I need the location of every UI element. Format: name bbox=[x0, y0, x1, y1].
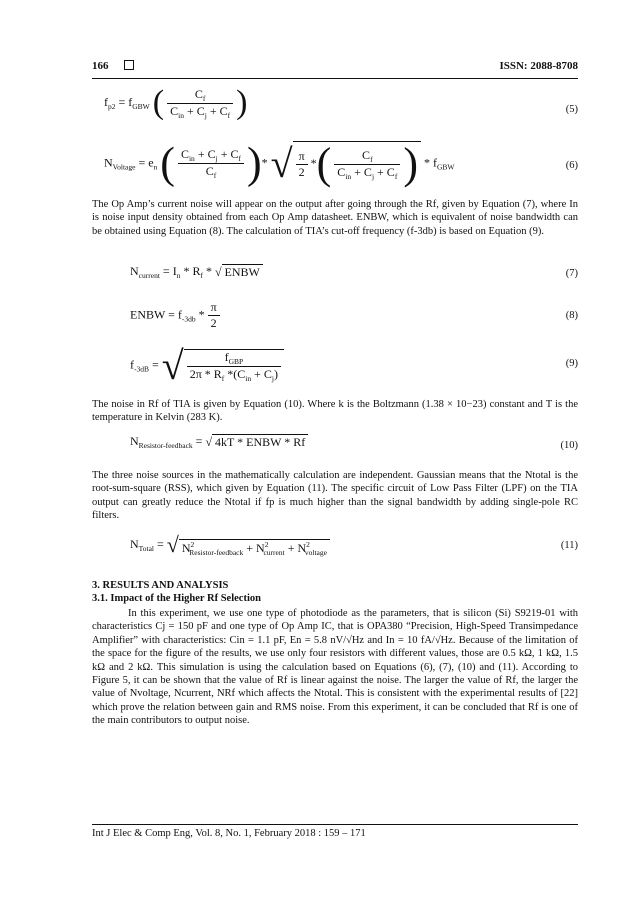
paragraph-4: In this experiment, we use one type of photodiode as the parameters, that is silicon (Si) S9219-01 with characteristics Cj = 150 pF and one type of Op Amp IC, that is OPA380 “Precision, High-Speed Transimpedance Amplifier” with characteristics: Cin = 1.1 pF, En = 5.8 nV/√Hz and In = 10 fA/√Hz. Because of the limitation of the space for the figure of the results, we use only four resistors with different values, those are 0.5 kΩ, 1 kΩ, 1.5 kΩ and 2 kΩ. This simulation is using the calculation based on Equations (6), (7), (10) and (11). According to Figure 5, it can be shown that the value of Rf is linear against the noise. The larger the value of Rf, the larger the value of Nvoltage, Ncurrent, NRf which affects the Ntotal. This is consistent with the experimental results of [22] which prove the relation between gain and RMS noise. From this experiment, it can be concluded that Rf is one of the main contributors to output noise. bbox=[92, 608, 578, 727]
paragraph-1: The Op Amp’s current noise will appear on the output after going through the Rf, given by Equation (7), where In is noise input density obtained from each Op Amp datasheet. ENBW, which is equivalent of noise bandwidth can be obtained using Equation (8). The calculation of TIA’s cut-off frequency (f-3db) is based on Equation (9). bbox=[92, 199, 578, 237]
header-rule bbox=[92, 78, 578, 79]
paragraph-2: The noise in Rf of TIA is given by Equation (10). Where k is the Boltzmann (1.38 × 10−23) constant and T is the temperature in Kelvin (283 K). bbox=[92, 399, 578, 424]
equation-11-number: (11) bbox=[560, 540, 578, 551]
footer-rule bbox=[92, 824, 578, 825]
equation-5: $f_{p2} = f_{GBW}$ ( $\frac{C_f}{C_{in} + C_j + C_f}$ ) bbox=[104, 84, 248, 121]
issn: ISSN: 2088-8708 bbox=[499, 60, 578, 72]
footer-citation: Int J Elec & Comp Eng, Vol. 8, No. 1, February 2018 : 159 – 171 bbox=[92, 828, 366, 839]
equation-9-number: (9) bbox=[565, 358, 578, 369]
equation-8: ENBW = $f_{-3db}$ * $\frac{\pi}{2}$ bbox=[130, 300, 220, 331]
equation-6: $N_{Voltage} = e_n$ ( $\frac{C_{in} + C_j + C_f}{C_f}$ )* √ $\frac{\pi}{2}$ *( $\frac{C_f}{C_{in} + C_j + C_f}$ ) * $f_{GBW}$ bbox=[104, 138, 455, 188]
equation-11: $N_{Total}$ = √ $N^2_{Resistor-feedback} + N^2_{current} + N^2_{voltage}$ bbox=[130, 532, 330, 558]
subsection-heading: 3.1. Impact of the Higher Rf Selection bbox=[92, 593, 261, 604]
equation-7-number: (7) bbox=[565, 268, 578, 279]
equation-5-number: (5) bbox=[565, 104, 578, 115]
equation-7: $N_{current} = I_n * R_f$ * √ ENBW bbox=[130, 264, 263, 280]
page-number: 166 bbox=[92, 60, 109, 72]
equation-9: $f_{-3dB}$ = √ $\frac{f_{GBP}}{2\pi * R_f *(C_{in} + C_j)}$ bbox=[130, 342, 284, 389]
equation-10: $N_{Resistor-feedback}$ = √ 4kT * ENBW * Rf bbox=[130, 434, 308, 450]
equation-10-number: (10) bbox=[560, 440, 578, 451]
equation-8-number: (8) bbox=[565, 310, 578, 321]
header-square-icon bbox=[124, 60, 134, 70]
equation-6-number: (6) bbox=[565, 160, 578, 171]
section-heading: 3. RESULTS AND ANALYSIS bbox=[92, 580, 229, 591]
paragraph-3: The three noise sources in the mathematically calculation are independent. Gaussian means that the Ntotal is the root-sum-square (RSS), which given by Equation (11). The specific circuit of Low Pass Filter (LPF) on the TIA output can greatly reduce the Ntotal if fp is much higher than the signal bandwidth by adding single-pole RC filters. bbox=[92, 470, 578, 522]
